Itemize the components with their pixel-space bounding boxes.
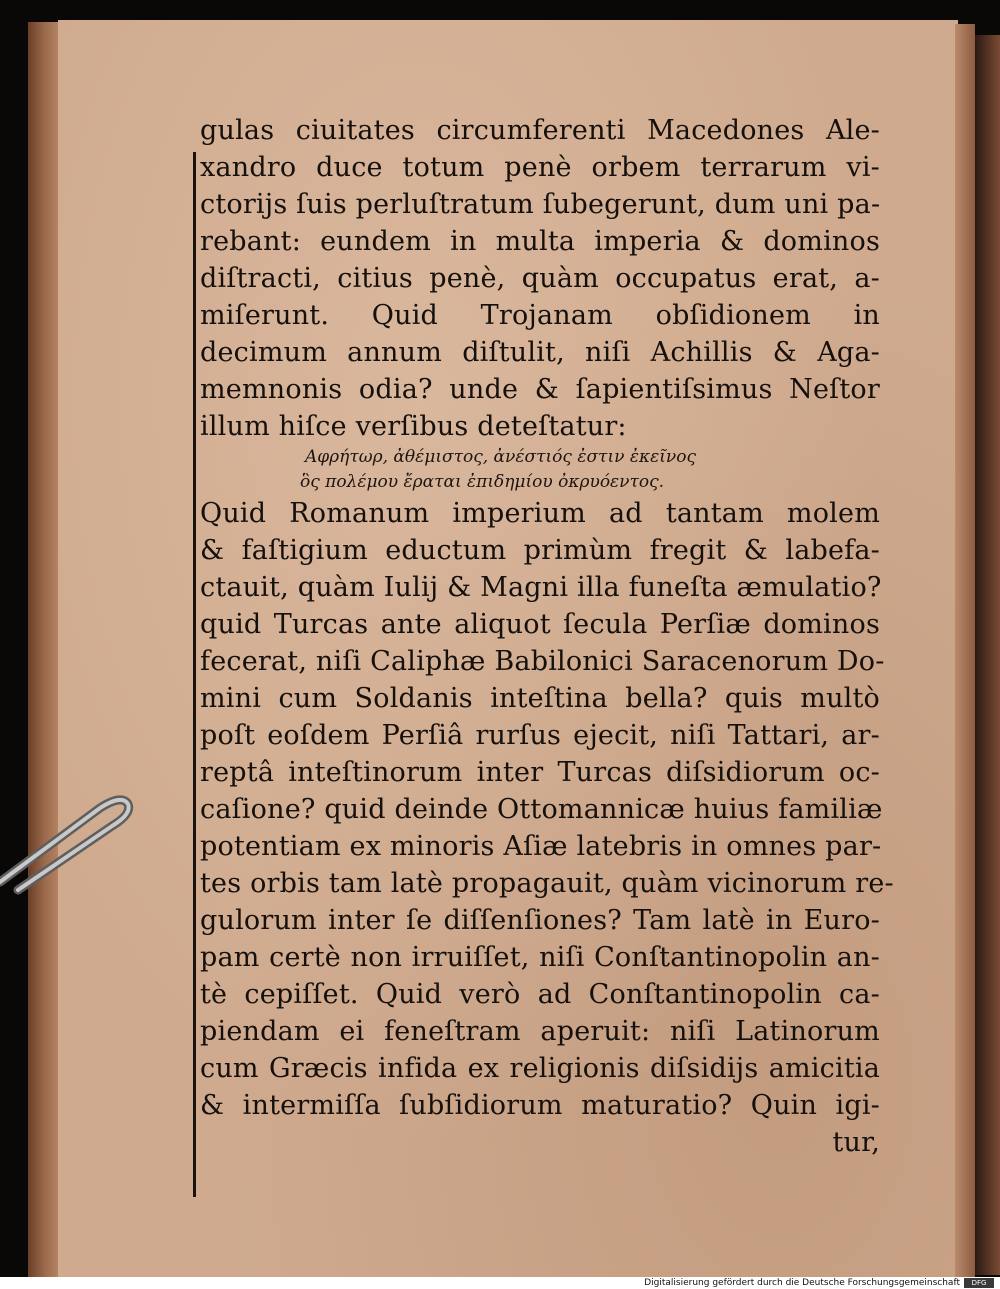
- text-line: pam certè non irruiſſet, niſi Conſtantinopolin an-: [200, 942, 880, 973]
- adjacent-page-edge: [975, 35, 1000, 1275]
- paper-clip-icon: [0, 786, 140, 896]
- text-line: illum hiſce verſibus deteſtatur:: [200, 411, 627, 442]
- text-line: tè cepiſſet. Quid verò ad Conſtantinopolin ca-: [200, 979, 880, 1010]
- text-line: xandro duce totum penè orbem terrarum vi-: [200, 152, 880, 183]
- text-line: gulorum inter ſe diſſenſiones? Tam latè in Euro-: [200, 905, 880, 936]
- text-line: miſerunt. Quid Trojanam obſidionem in: [200, 300, 880, 331]
- text-line: diſtracti, citius penè, quàm occupatus erat, a-: [200, 263, 880, 294]
- margin-rule: [193, 152, 196, 1197]
- dfg-logo: DFG: [964, 1278, 994, 1288]
- text-line: quid Turcas ante aliquot ſecula Perſiæ dominos: [200, 609, 880, 640]
- text-line: reptâ inteſtinorum inter Turcas diſsidiorum oc-: [200, 757, 880, 788]
- page-text: [200, 112, 894, 1161]
- text-line: fecerat, niſi Caliphæ Babilonici Saracenorum Do-: [200, 646, 885, 677]
- text-line: potentiam ex minoris Aſiæ latebris in omnes par-: [200, 831, 882, 862]
- text-line: poſt eoſdem Perſiâ rurſus ejecit, niſi Tattari, ar-: [200, 720, 880, 751]
- text-line: cum Græcis infida ex religionis diſsidijs amicitia: [200, 1053, 880, 1084]
- text-line: tes orbis tam latè propagauit, quàm vicinorum re-: [200, 868, 894, 899]
- text-line: gulas ciuitates circumferenti Macedones Ale-: [200, 115, 880, 146]
- digitization-credit: Digitalisierung gefördert durch die Deutsche Forschungsgemeinschaft: [644, 1278, 960, 1288]
- page-edge-right: [955, 24, 975, 1277]
- text-line: Quid Romanum imperium ad tantam molem: [200, 498, 880, 529]
- text-line: memnonis odia? unde & ſapientiſsimus Neſtor: [200, 374, 880, 405]
- text-line: piendam ei feneſtram aperuit: niſi Latinorum: [200, 1016, 880, 1047]
- text-line: rebant: eundem in multa imperia & dominos: [200, 226, 880, 257]
- greek-verse-line: ὃς πολέμου ἔραται ἐπιδημίου ὀκρυόεντος.: [300, 472, 665, 492]
- text-line: & intermiſſa ſubſidiorum maturatio? Quin igi-: [200, 1090, 880, 1121]
- text-line: ctorijs ſuis perluſtratum ſubegerunt, dum uni pa-: [200, 189, 881, 220]
- text-line: ctauit, quàm Iulij & Magni illa funeſta æmulatio?: [200, 572, 882, 603]
- greek-verse-line: Αφρήτωρ, ἀθέμιστος, ἀνέστιός ἐστιν ἐκεῖνος: [305, 447, 697, 467]
- text-line: caſione? quid deinde Ottomannicæ huius familiæ: [200, 794, 883, 825]
- text-line: & faſtigium eductum primùm fregit & labefa-: [200, 535, 880, 566]
- catchword: tur,: [832, 1127, 880, 1158]
- text-line: decimum annum diſtulit, niſi Achillis & Aga-: [200, 337, 880, 368]
- text-line: mini cum Soldanis inteſtina bella? quis multò: [200, 683, 880, 714]
